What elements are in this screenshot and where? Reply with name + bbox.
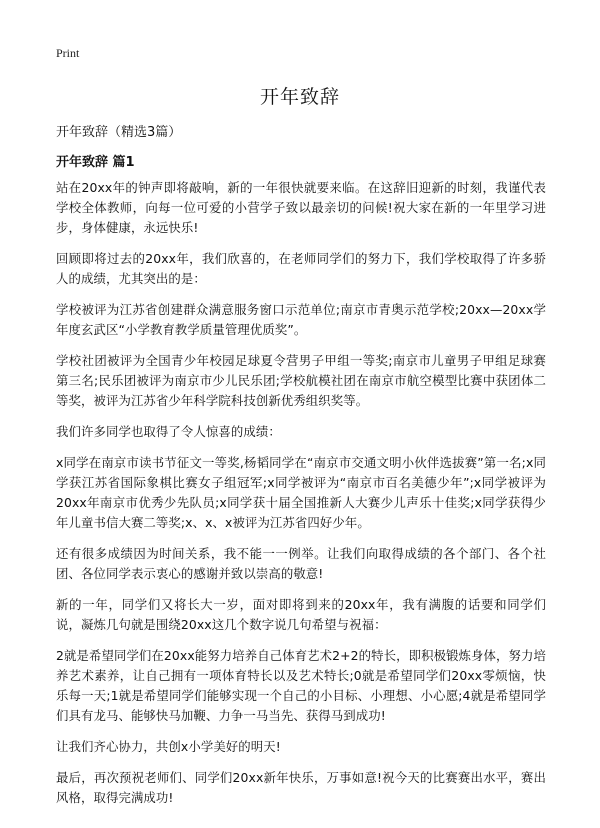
paragraph-thanks: 还有很多成绩因为时间关系，我不能一一例举。让我们向取得成绩的各个部门、各个社团、各位同学表示衷心的感谢并致以崇高的敬意! (56, 546, 546, 581)
print-link[interactable]: Print (56, 46, 80, 60)
paragraph-together: 让我们齐心协力，共创x小学美好的明天! (56, 739, 281, 754)
paragraph-school-honors: 学校被评为江苏省创建群众满意服务窗口示范单位;南京市青奥示范学校;20xx—20xx学年度玄武区“小学教育教学质量管理优质奖”。 (56, 302, 546, 337)
page-title: 开年致辞 (259, 86, 340, 108)
section-heading: 开年致辞 篇1 (56, 155, 135, 170)
paragraph-club-honors: 学校社团被评为全国青少年校园足球夏令营男子甲组一等奖;南京市儿童男子甲组足球赛第三名;民乐团被评为南京市少儿民乐团;学校航模社团在南京市航空模型比赛中获团体二等奖，被评为江苏省少年科学院科技创新优秀组织奖等。 (56, 353, 546, 408)
paragraph-review: 回顾即将过去的20xx年，我们欣喜的，在老师同学们的努力下，我们学校取得了许多骄人的成绩，尤其突出的是： (56, 251, 546, 286)
paragraph-student-intro: 我们许多同学也取得了令人惊喜的成绩： (56, 424, 281, 439)
paragraph-student-awards: x同学在南京市读书节征文一等奖,杨韬同学在“南京市交通文明小伙伴选拔赛”第一名;x同学获江苏省国际象棋比赛女子组冠军;x同学被评为“南京市百名美德少年”;x同学被评为20xx年南京市优秀少先队员;x同学获十届全国推新人大赛少儿声乐十佳奖;x同学获得少年儿童书信大赛二等奖;x、x、x被评为江苏省四好少年。 (56, 455, 546, 530)
article-body (56, 178, 546, 819)
paragraph-wishes: 2就是希望同学们在20xx能努力培养自己体育艺术2+2的特长，即积极锻炼身体，努力培养艺术素养，让自己拥有一项体育特长以及艺术特长;0就是希望同学们20xx零烦恼，快乐每一天;1就是希望同学们能够实现一个自己的小目标、小理想、小心愿;4就是希望同学们具有龙马、能够快马加鞭、力争一马当先、获得马到成功! (56, 648, 546, 723)
paragraph-closing: 最后，再次预祝老师们、同学们20xx新年快乐，万事如意!祝今天的比赛赛出水平，赛出风格，取得完满成功! (56, 770, 546, 805)
document-subtitle: 开年致辞（精选3篇） (56, 125, 182, 140)
paragraph-greeting: 站在20xx年的钟声即将敲响，新的一年很快就要来临。在这辞旧迎新的时刻，我谨代表学校全体教师，向每一位可爱的小营学子致以最亲切的问候!祝大家在新的一年里学习进步，身体健康，永远快乐! (56, 180, 546, 235)
paragraph-new-year: 新的一年，同学们又将长大一岁，面对即将到来的20xx年，我有满腹的话要和同学们说，凝炼几句就是围绕20xx这几个数字说几句希望与祝福： (56, 597, 546, 632)
